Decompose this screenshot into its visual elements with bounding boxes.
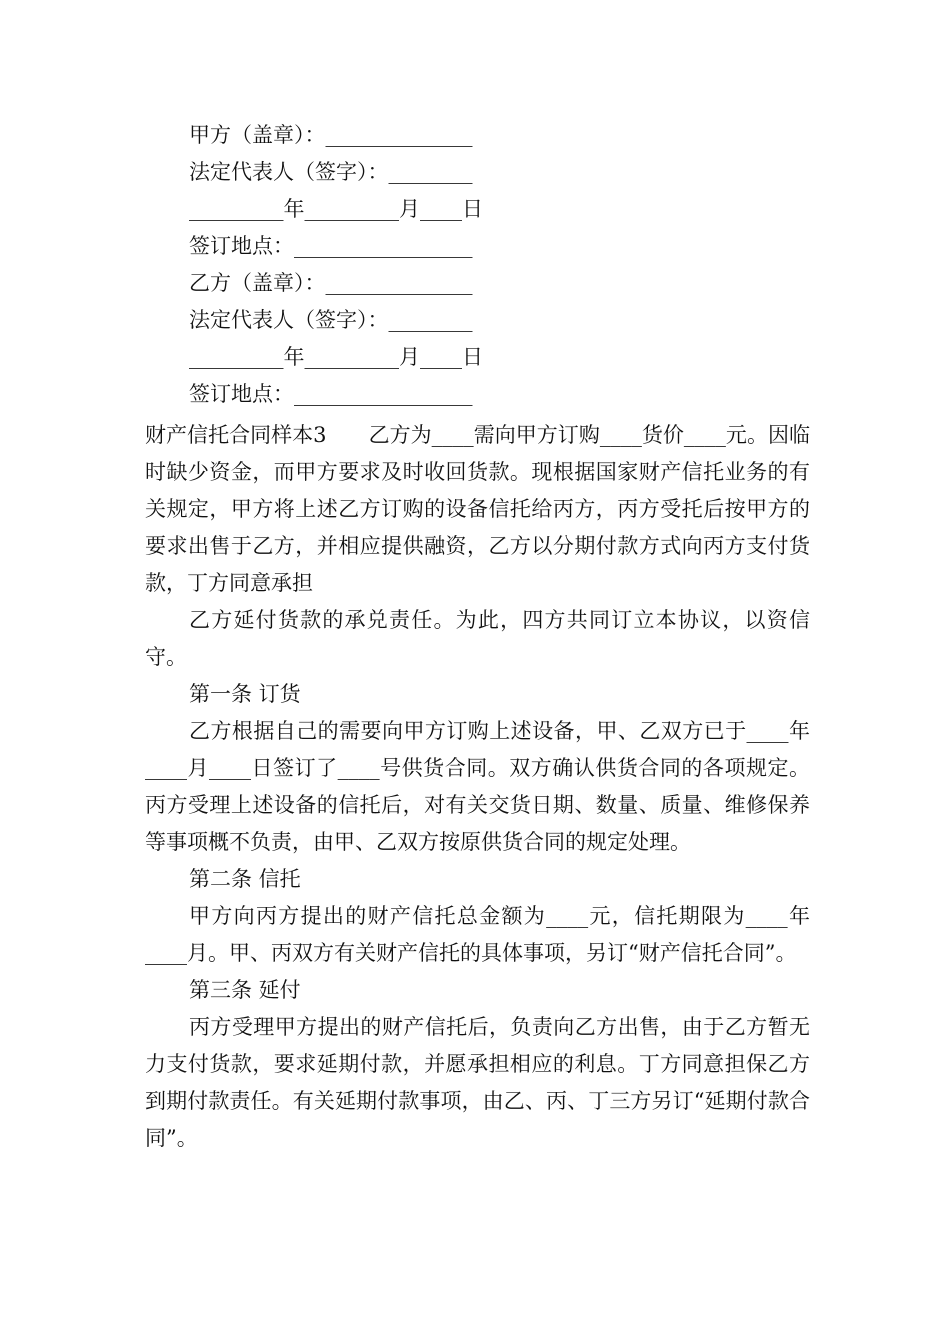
contract-body: [145, 417, 810, 1157]
party-b-date-line: _________年_________月____日: [189, 345, 483, 369]
party-b-seal-line: 乙方（盖章）：______________: [189, 271, 473, 295]
party-a-date-line: _________年_________月____日: [189, 197, 483, 221]
party-a-location-line: 签订地点：_________________: [189, 234, 473, 258]
intro-continuation-paragraph: 乙方延付货款的承兑责任。为此，四方共同订立本协议，以资信守。: [145, 608, 810, 669]
article-2-body: 甲方向丙方提出的财产信托总金额为____元，信托期限为____年____月。甲、丙双方有关财产信托的具体事项，另订“财产信托合同”。: [145, 904, 810, 965]
article-3-body: 丙方受理甲方提出的财产信托后，负责向乙方出售，由于乙方暂无力支付货款，要求延期付款，并愿承担相应的利息。丁方同意担保乙方到期付款责任。有关延期付款事项，由乙、丙、丁三方另订“延期付款合同”。: [145, 1015, 810, 1150]
party-a-representative-line: 法定代表人（签字）：________: [189, 160, 473, 184]
article-2-heading: 第二条 信托: [189, 867, 301, 891]
party-a-seal-line: 甲方（盖章）：______________: [189, 123, 473, 147]
party-b-representative-line: 法定代表人（签字）：________: [189, 308, 473, 332]
party-b-location-line: 签订地点：_________________: [189, 382, 473, 406]
intro-paragraph: 财产信托合同样本3 乙方为____需向甲方订购____货价____元。因临时缺少资金，而甲方要求及时收回货款。现根据国家财产信托业务的有关规定，甲方将上述乙方订购的设备信托给丙方，丙方受托后按甲方的要求出售于乙方，并相应提供融资，乙方以分期付款方式向丙方支付货款，丁方同意承担: [145, 423, 810, 595]
signature-block: [189, 117, 519, 413]
article-1-body: 乙方根据自己的需要向甲方订购上述设备，甲、乙双方已于____年____月____日签订了____号供货合同。双方确认供货合同的各项规定。丙方受理上述设备的信托后，对有关交货日期、数量、质量、维修保养等事项概不负责，由甲、乙双方按原供货合同的规定处理。: [145, 719, 810, 854]
article-1-heading: 第一条 订货: [189, 682, 301, 706]
article-3-heading: 第三条 延付: [189, 978, 301, 1002]
